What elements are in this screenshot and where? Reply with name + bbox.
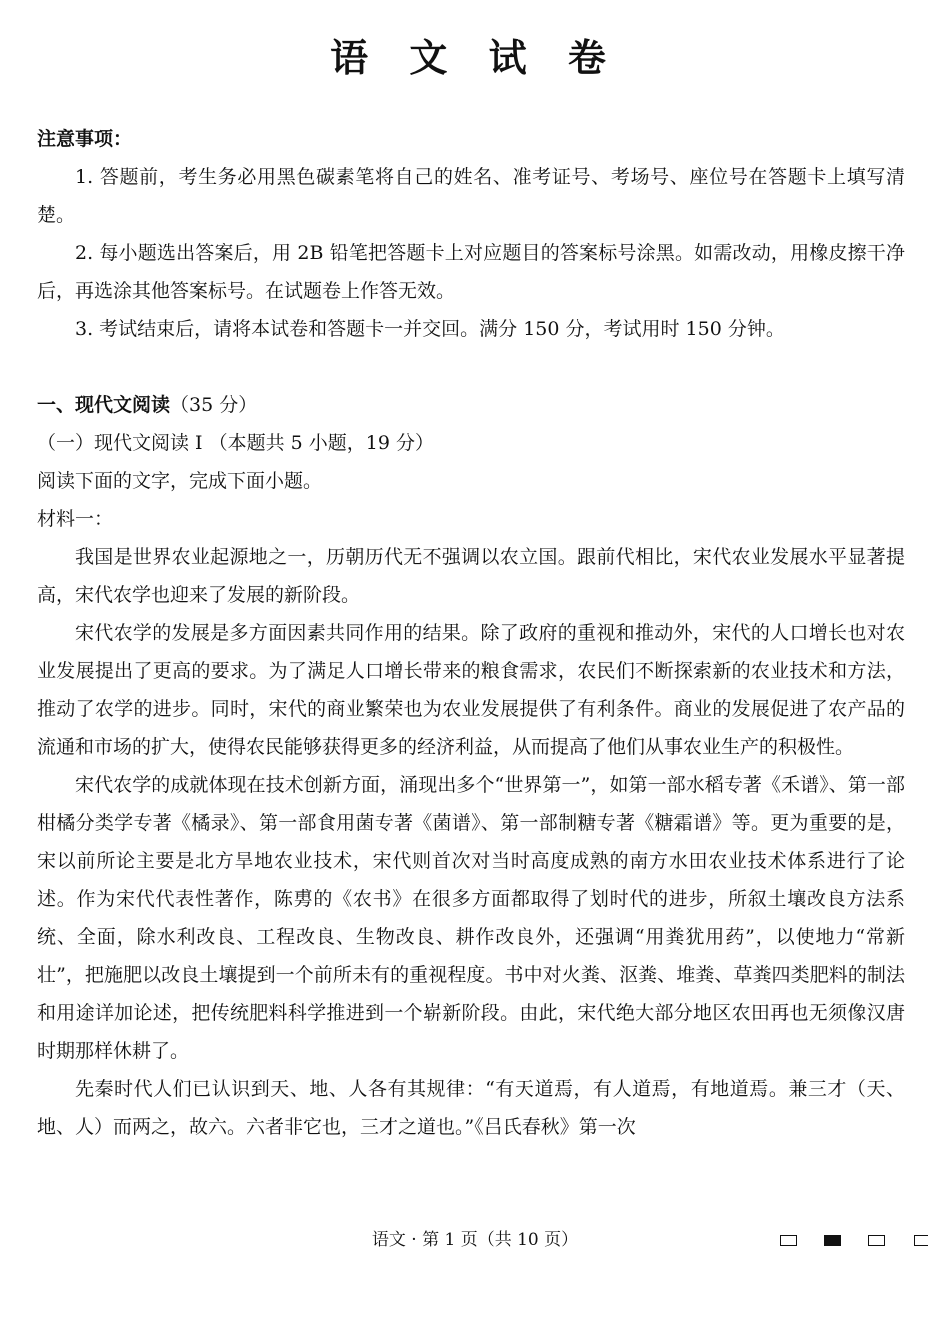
section-title: 一、现代文阅读: [37, 394, 171, 416]
material-paragraph-1: 我国是世界农业起源地之一，历朝历代无不强调以农立国。跟前代相比，宋代农业发展水平显著提高，宋代农学也迎来了发展的新阶段。: [37, 546, 905, 606]
material-paragraph-3: 宋代农学的成就体现在技术创新方面，涌现出多个“世界第一”，如第一部水稻专著《禾谱》、第一部柑橘分类学专著《橘录》、第一部食用菌专著《菌谱》、第一部制糖专著《糖霜谱》等。更为重要的是，宋以前所论主要是北方旱地农业技术，宋代则首次对当时高度成熟的南方水田农业技术体系进行了论述。作为宋代代表性著作，陈旉的《农书》在很多方面都取得了划时代的进步，所叙土壤改良方法系统、全面，除水利改良、工程改良、生物改良、耕作改良外，还强调“用粪犹用药”，以使地力“常新壮”，把施肥以改良土壤提到一个前所未有的重视程度。书中对火粪、沤粪、堆粪、草粪四类肥料的制法和用途详加论述，把传统肥料科学推进到一个崭新阶段。由此，宋代绝大部分地区农田再也无须像汉唐时期那样休耕了。: [37, 774, 905, 1062]
notice-item-1: 1. 答题前，考生务必用黑色碳素笔将自己的姓名、准考证号、考场号、座位号在答题卡上填写清楚。: [37, 166, 905, 226]
exam-content: [37, 120, 905, 1146]
material-paragraph-4: 先秦时代人们已认识到天、地、人各有其规律：“有天道焉，有人道焉，有地道焉。兼三才（天、地、人）而两之，故六。六者非它也，三才之道也。”《吕氏春秋》第一次: [37, 1078, 905, 1138]
scan-mark-filled: [824, 1235, 841, 1246]
scan-mark-empty: [868, 1235, 885, 1246]
section-heading: [37, 386, 905, 424]
notice-heading: 注意事项：: [37, 128, 133, 150]
notice-item-2: 2. 每小题选出答案后，用 2B 铅笔把答题卡上对应题目的答案标号涂黑。如需改动，用橡皮擦干净后，再选涂其他答案标号。在试题卷上作答无效。: [37, 242, 905, 302]
section-score: （35 分）: [170, 394, 258, 416]
reading-instruction: 阅读下面的文字，完成下面小题。: [37, 470, 323, 492]
spacer: [37, 348, 905, 386]
material-label: 材料一：: [37, 508, 114, 530]
sub-section-heading: （一）现代文阅读 I （本题共 5 小题，19 分）: [37, 432, 434, 454]
scan-mark-partial: [914, 1235, 928, 1246]
material-paragraph-2: 宋代农学的发展是多方面因素共同作用的结果。除了政府的重视和推动外，宋代的人口增长也对农业发展提出了更高的要求。为了满足人口增长带来的粮食需求，农民们不断探索新的农业技术和方法，推动了农学的进步。同时，宋代的商业繁荣也为农业发展提供了有利条件。商业的发展促进了农产品的流通和市场的扩大，使得农民能够获得更多的经济利益，从而提高了他们从事农业生产的积极性。: [37, 622, 905, 758]
notice-item-3: 3. 考试结束后，请将本试卷和答题卡一并交回。满分 150 分，考试用时 150 分钟。: [75, 318, 785, 340]
page-footer: [0, 1226, 950, 1256]
scan-mark-empty: [780, 1235, 797, 1246]
page-number: 语文 · 第 1 页（共 10 页）: [371, 1230, 579, 1250]
exam-title: 语 文 试 卷: [330, 35, 620, 80]
